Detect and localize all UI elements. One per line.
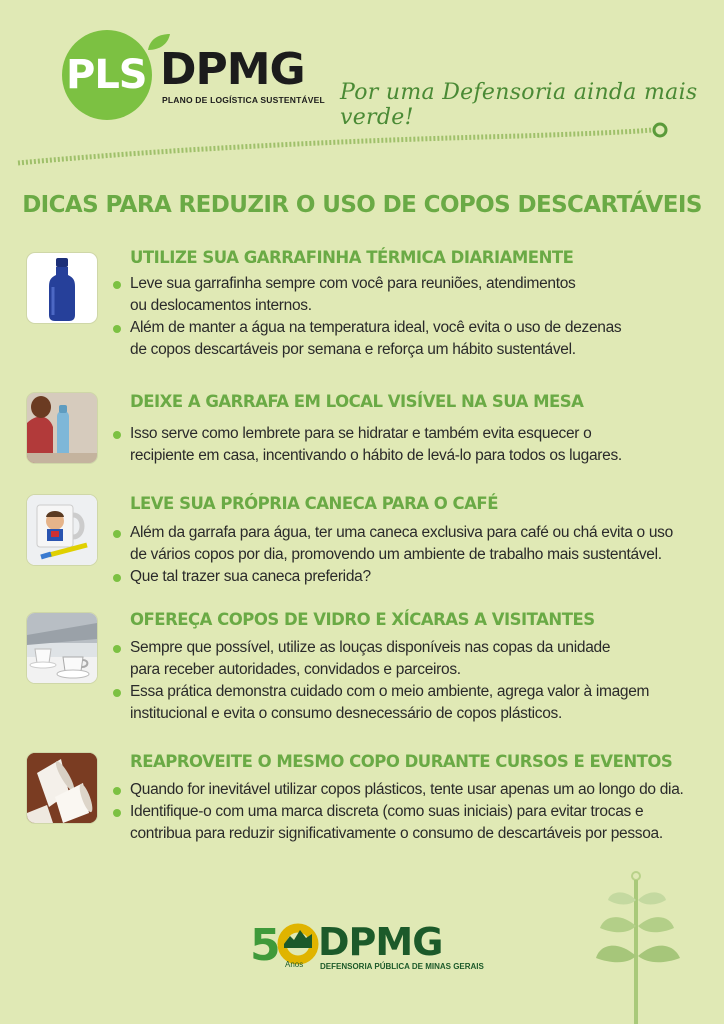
bullet-line: Além de manter a água na temperatura ideal, você evita o uso de dezenas	[130, 319, 622, 336]
vine-divider	[0, 110, 724, 170]
tip-bullets	[111, 522, 673, 588]
bullet-line: Que tal trazer sua caneca preferida?	[130, 568, 371, 585]
bottle-on-desk-icon	[26, 392, 98, 464]
bullet-line: contribua para reduzir significativamente o consumo de descartáveis por pessoa.	[130, 825, 663, 842]
tip-bullets	[111, 637, 649, 725]
bullet-item	[111, 522, 673, 566]
tip-bullets	[111, 273, 621, 361]
footer-anos-text: Anos	[285, 960, 304, 969]
teacup-icon	[26, 612, 98, 684]
footer-dpmg-text: DPMG	[318, 920, 443, 964]
logo-pls-text: PLS	[66, 52, 147, 98]
tip-bullets	[111, 779, 684, 845]
bullet-line: ou deslocamentos internos.	[130, 297, 312, 314]
logo-subtitle: PLANO DE LOGÍSTICA SUSTENTÁVEL	[162, 95, 325, 105]
mug-icon	[26, 494, 98, 566]
bullet-line: Essa prática demonstra cuidado com o meio ambiente, agrega valor à imagem	[130, 683, 650, 700]
tip-bullets	[111, 423, 622, 467]
bullet-line: de vários copos por dia, promovendo um ambiente de trabalho mais sustentável.	[130, 546, 662, 563]
bullet-line: Isso serve como lembrete para se hidratar e também evita esquecer o	[130, 425, 592, 442]
bullet-line: para receber autoridades, convidados e parceiros.	[130, 661, 461, 678]
bullet-item	[111, 317, 621, 361]
slogan: Por uma Defensoria ainda mais verde!	[340, 80, 698, 130]
plant-icon	[596, 870, 686, 1024]
bullet-line: Leve sua garrafinha sempre com você para reuniões, atendimentos	[130, 275, 576, 292]
bullet-line: Identifique-o com uma marca discreta (como suas iniciais) para evitar trocas e	[130, 803, 644, 820]
bullet-line: Além da garrafa para água, ter uma caneca exclusiva para café ou chá evita o uso	[130, 524, 673, 541]
bullet-item	[111, 637, 649, 681]
tip-title: REAPROVEITE O MESMO COPO DURANTE CURSOS E EVENTOS	[130, 752, 673, 771]
tip-title: DEIXE A GARRAFA EM LOCAL VISÍVEL NA SUA MESA	[130, 392, 584, 411]
svg-text:5: 5	[250, 920, 281, 970]
bullet-line: Sempre que possível, utilize as louças disponíveis nas copas da unidade	[130, 639, 611, 656]
tip-title: LEVE SUA PRÓPRIA CANECA PARA O CAFÉ	[130, 494, 498, 513]
tip-title: UTILIZE SUA GARRAFINHA TÉRMICA DIARIAMENTE	[130, 248, 574, 267]
bullet-item	[111, 566, 673, 588]
paper-cups-icon	[26, 752, 98, 824]
main-title: DICAS PARA REDUZIR O USO DE COPOS DESCARTÁVEIS	[22, 192, 702, 218]
bullet-item	[111, 681, 649, 725]
bullet-line: de copos descartáveis por semana e reforça um hábito sustentável.	[130, 341, 576, 358]
water-bottle-icon	[26, 252, 98, 324]
logo-dpmg-text: DPMG	[160, 44, 305, 95]
footer-subtitle: DEFENSORIA PÚBLICA DE MINAS GERAIS	[320, 962, 484, 971]
bullet-item	[111, 423, 622, 467]
bullet-item	[111, 801, 684, 845]
bullet-line: institucional e evita o consumo desnecessário de copos plásticos.	[130, 705, 562, 722]
bullet-item	[111, 273, 621, 317]
bullet-item	[111, 779, 684, 801]
tip-title: OFEREÇA COPOS DE VIDRO E XÍCARAS A VISITANTES	[130, 610, 595, 629]
bullet-line: recipiente em casa, incentivando o hábito de levá-lo para todos os lugares.	[130, 447, 622, 464]
bullet-line: Quando for inevitável utilizar copos plásticos, tente usar apenas um ao longo do dia.	[130, 781, 684, 798]
